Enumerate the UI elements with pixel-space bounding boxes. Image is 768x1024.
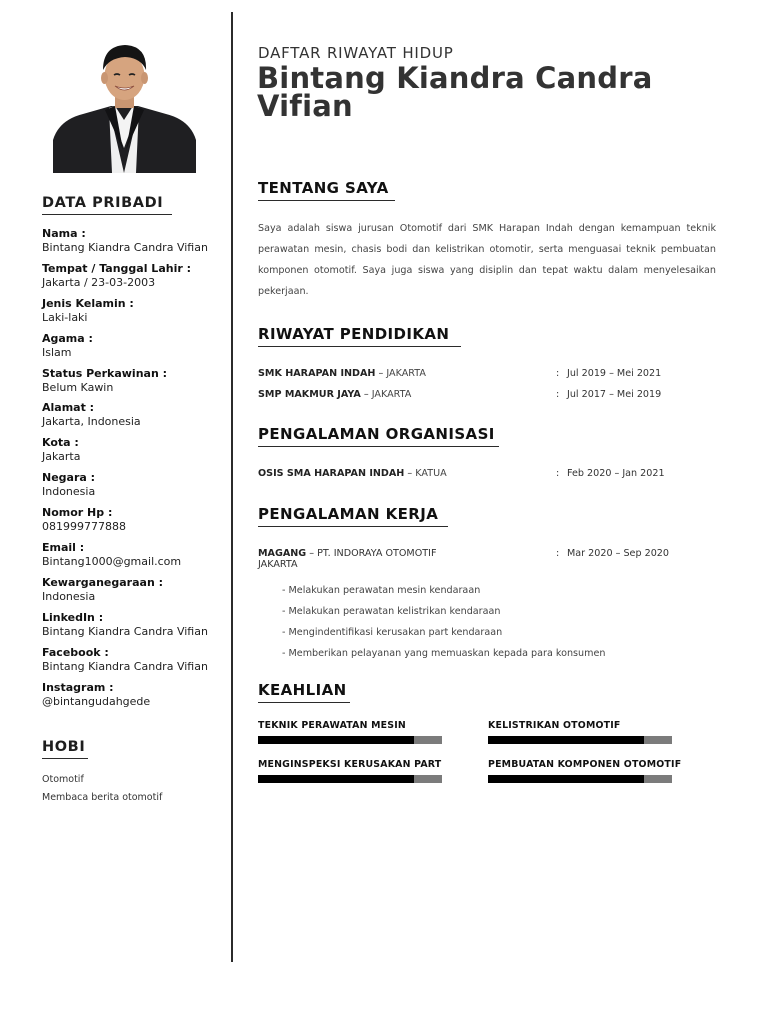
skill-item bbox=[258, 759, 442, 783]
personal-data-label: Jenis Kelamin : bbox=[42, 296, 134, 310]
personal-data-value: Bintang Kiandra Candra Vifian bbox=[42, 241, 208, 254]
personal-data-item bbox=[42, 297, 227, 332]
skill-bar-fill bbox=[258, 736, 414, 744]
skill-bar bbox=[488, 736, 672, 744]
personal-data-item bbox=[42, 611, 227, 646]
skill-bar-fill bbox=[488, 775, 644, 783]
education-institution: SMP MAKMUR JAYA bbox=[258, 389, 361, 400]
hobby-item: Otomotif bbox=[42, 774, 84, 785]
organization-name: OSIS SMA HARAPAN INDAH bbox=[258, 468, 405, 479]
profile-photo bbox=[53, 40, 196, 173]
personal-data-value: 081999777888 bbox=[42, 520, 126, 534]
organization-row bbox=[258, 468, 718, 479]
hobby-list bbox=[42, 771, 162, 807]
job-company: – PT. INDORAYA OTOMOTIF bbox=[309, 548, 437, 559]
personal-data-label: Kewarganegaraan : bbox=[42, 575, 164, 589]
job-title bbox=[258, 548, 436, 559]
personal-data-label: Status Perkawinan : bbox=[42, 366, 168, 380]
work-heading: PENGALAMAN KERJA bbox=[258, 505, 448, 527]
document-title: DAFTAR RIWAYAT HIDUP bbox=[258, 44, 454, 62]
education-location: JAKARTA bbox=[371, 389, 412, 400]
education-institution: SMK HARAPAN INDAH bbox=[258, 368, 376, 379]
personal-data-label: LinkedIn : bbox=[42, 610, 104, 624]
organization-period: Feb 2020 – Jan 2021 bbox=[567, 468, 665, 479]
personal-data-item bbox=[42, 506, 227, 541]
hobby-heading: HOBI bbox=[42, 739, 88, 759]
job-duties-list bbox=[282, 580, 605, 664]
education-heading: RIWAYAT PENDIDIKAN bbox=[258, 325, 461, 347]
skill-item bbox=[488, 720, 672, 744]
facebook-value: Bintang Kiandra Candra Vifian bbox=[42, 659, 208, 673]
organization-role: KATUA bbox=[415, 468, 447, 479]
skill-name: TEKNIK PERAWATAN MESIN bbox=[258, 720, 406, 731]
organization-separator: – bbox=[407, 468, 413, 479]
skill-name: KELISTRIKAN OTOMOTIF bbox=[488, 720, 621, 731]
job-duty: - Mengindentifikasi kerusakan part kendaraan bbox=[282, 627, 503, 638]
job-duty: - Melakukan perawatan mesin kendaraan bbox=[282, 585, 481, 596]
personal-data-label: Instagram : bbox=[42, 680, 114, 694]
personal-data-item bbox=[42, 681, 227, 716]
personal-data-value: Indonesia bbox=[42, 485, 96, 499]
education-row bbox=[258, 389, 718, 400]
full-name: Bintang Kiandra Candra Vifian bbox=[257, 61, 653, 123]
personal-data-value: Indonesia bbox=[42, 589, 96, 603]
personal-data-value: Islam bbox=[42, 345, 72, 359]
job-duty: - Memberikan pelayanan yang memuaskan kepada para konsumen bbox=[282, 648, 606, 659]
personal-data-item bbox=[42, 401, 227, 436]
personal-data-label: Tempat / Tanggal Lahir : bbox=[42, 261, 191, 275]
about-heading: TENTANG SAYA bbox=[258, 179, 395, 201]
personal-data-label: Nomor Hp : bbox=[42, 506, 113, 520]
education-separator: – bbox=[378, 368, 384, 379]
personal-data-heading: DATA PRIBADI bbox=[42, 195, 172, 215]
column-divider bbox=[231, 12, 233, 962]
personal-data-item bbox=[42, 332, 227, 367]
personal-data-value: Laki-laki bbox=[42, 310, 88, 324]
job-city: JAKARTA bbox=[258, 559, 298, 570]
skills-heading: KEAHLIAN bbox=[258, 681, 350, 703]
skill-bar bbox=[258, 736, 442, 744]
personal-data-list bbox=[42, 227, 227, 715]
personal-data-item bbox=[42, 367, 227, 402]
personal-data-item bbox=[42, 646, 227, 681]
personal-data-item bbox=[42, 227, 227, 262]
personal-data-label: Kota : bbox=[42, 436, 79, 450]
personal-data-item bbox=[42, 262, 227, 297]
personal-data-label: Negara : bbox=[42, 471, 96, 485]
education-row bbox=[258, 368, 718, 379]
education-location: JAKARTA bbox=[386, 368, 426, 379]
organization-colon: : bbox=[556, 468, 560, 479]
personal-data-value: Jakarta, Indonesia bbox=[42, 415, 141, 429]
job-duty: - Melakukan perawatan kelistrikan kendaraan bbox=[282, 606, 501, 617]
hobby-item: Membaca berita otomotif bbox=[42, 792, 163, 803]
skill-bar-fill bbox=[258, 775, 414, 783]
personal-data-item bbox=[42, 471, 227, 506]
organization-heading: PENGALAMAN ORGANISASI bbox=[258, 425, 499, 447]
education-separator: – bbox=[363, 389, 369, 400]
skill-bar bbox=[258, 775, 442, 783]
skill-item bbox=[258, 720, 442, 744]
personal-data-value: Jakarta bbox=[42, 450, 81, 464]
skill-bar bbox=[488, 775, 672, 783]
skill-name: MENGINSPEKSI KERUSAKAN PART bbox=[258, 759, 442, 770]
personal-data-item bbox=[42, 576, 227, 611]
education-colon: : bbox=[556, 389, 560, 400]
job-position: MAGANG bbox=[258, 548, 307, 559]
skill-name: PEMBUATAN KOMPONEN OTOMOTIF bbox=[488, 759, 682, 770]
personal-data-label: Alamat : bbox=[42, 401, 95, 415]
job-period: Mar 2020 – Sep 2020 bbox=[567, 548, 670, 559]
personal-data-label: Email : bbox=[42, 541, 85, 555]
personal-data-label: Agama : bbox=[42, 331, 93, 345]
job-colon: : bbox=[556, 548, 560, 559]
personal-data-value: Belum Kawin bbox=[42, 380, 114, 394]
instagram-value: @bintangudahgede bbox=[42, 694, 151, 708]
education-colon: : bbox=[556, 368, 560, 379]
personal-data-value: Jakarta / 23-03-2003 bbox=[42, 275, 156, 289]
personal-data-item bbox=[42, 541, 227, 576]
about-text: Saya adalah siswa jurusan Otomotif dari SMK Harapan Indah dengan kemampuan teknik perawatan mesin, chasis bodi dan kelistrikan otomotir, serta menguasai teknik pembuatan komponen otomotif. Saya juga siswa yang disiplin dan tepat waktu dalam menyelesaikan pekerjaan. bbox=[258, 223, 716, 297]
personal-data-label: Facebook : bbox=[42, 645, 109, 659]
personal-data-item bbox=[42, 436, 227, 471]
skill-item bbox=[488, 759, 682, 783]
education-period: Jul 2019 – Mei 2021 bbox=[567, 368, 662, 379]
education-period: Jul 2017 – Mei 2019 bbox=[567, 389, 662, 400]
linkedin-value: Bintang Kiandra Candra Vifian bbox=[42, 624, 208, 638]
email-value: Bintang1000@gmail.com bbox=[42, 555, 182, 569]
personal-data-label: Nama : bbox=[42, 227, 86, 240]
skill-bar-fill bbox=[488, 736, 644, 744]
